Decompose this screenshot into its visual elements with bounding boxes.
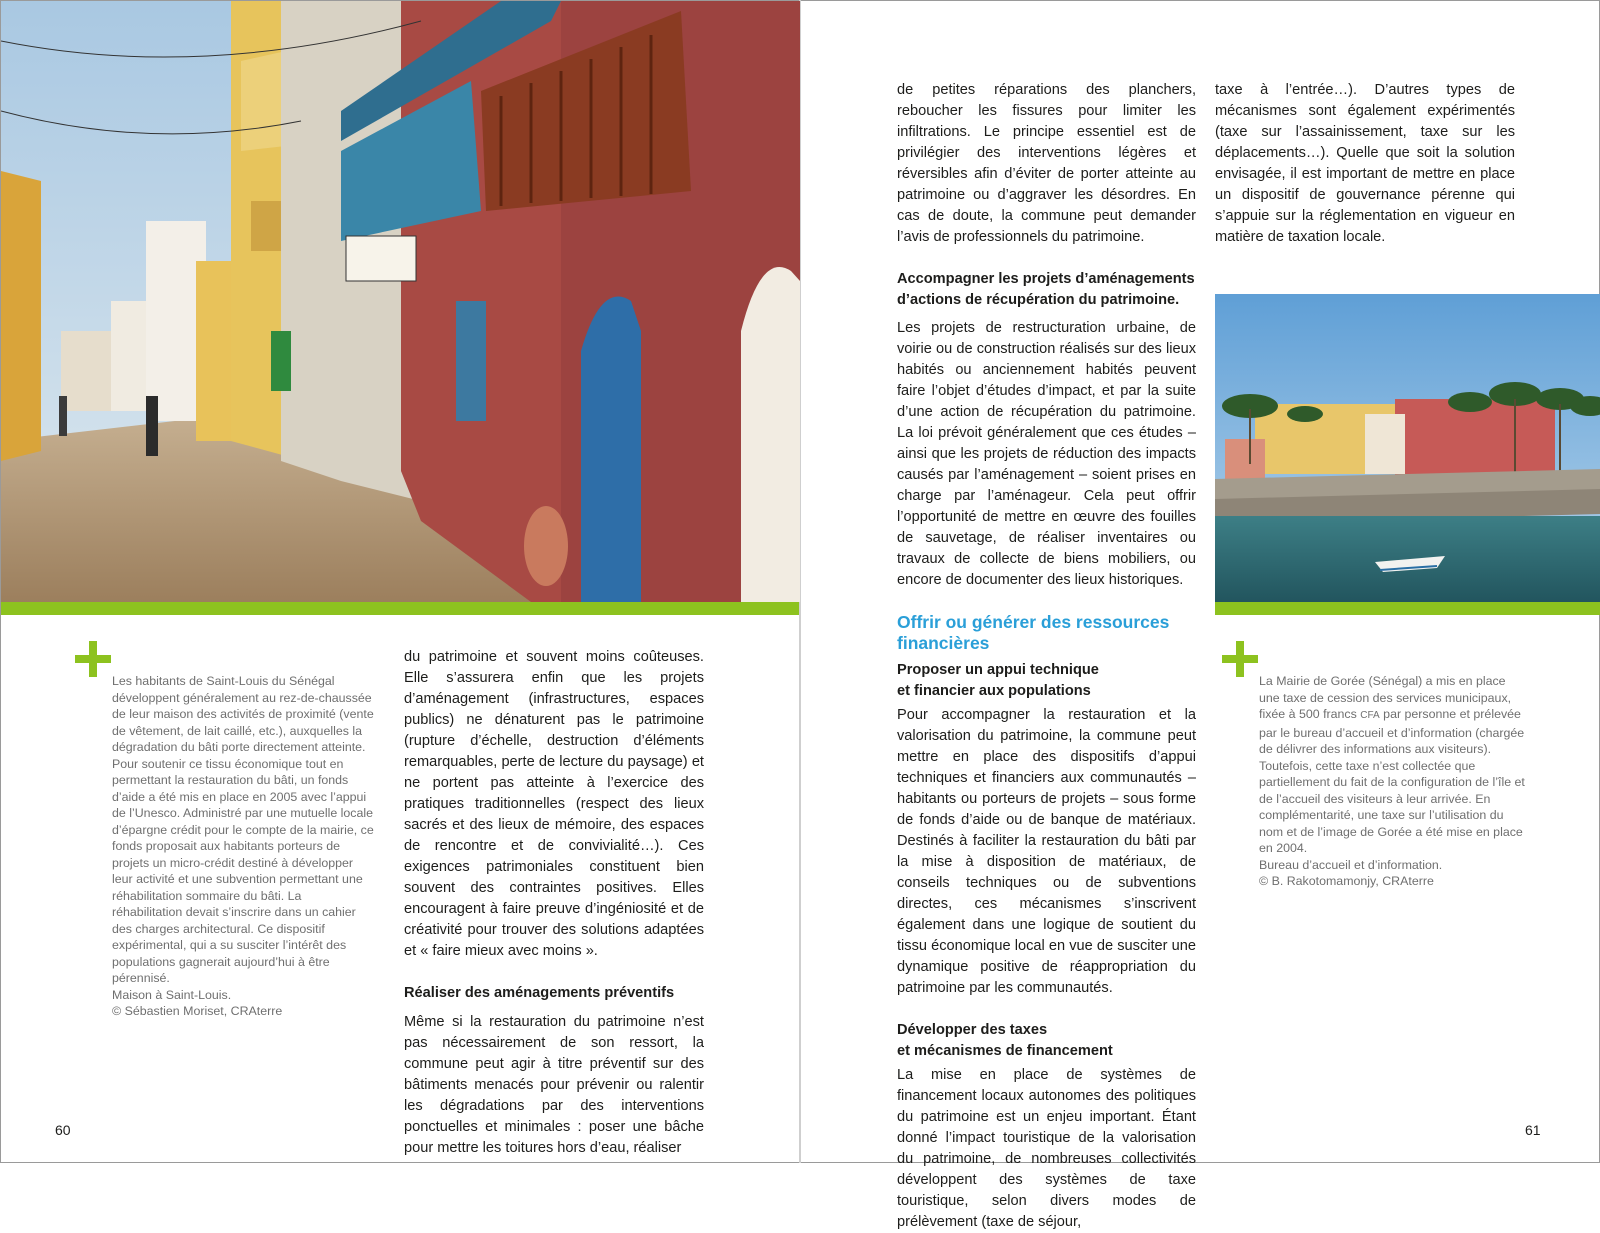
page-number-right: 61 <box>1525 1122 1541 1138</box>
left-photo-green-bar <box>1 602 799 615</box>
street-photo <box>1 1 800 602</box>
right-text-column-1 <box>897 80 1196 1233</box>
caption-photo-title: Maison à Saint-Louis. <box>112 987 232 1002</box>
body-paragraph: La mise en place de systèmes de financement locaux autonomes des politiques du patrimoine est un enjeu important. Étant donné l’impact touristique de la valorisation du patrimoine, de nombreuses collectivités développent des systèmes de taxe touristique, selon divers modes de prélèvement (taxe de séjour, <box>897 1067 1196 1230</box>
body-paragraph: Pour accompagner la restauration et la valorisation du patrimoine, la commune peut mettre en place des dispositifs d’appui techniques et financiers aux communautés – habitants ou porteurs de projets – sous forme de fonds d’aide ou de banque de matériaux. Destinés à faciliter la restauration du bâti par la mise à disposition de matériaux, de conseils techniques ou de subventions directes, ces mécanismes s’inscrivent également dans une logique de soutient du tissu économique local en vue de susciter une dynamique positive de réappropriation du patrimoine par les communautés. <box>897 707 1196 996</box>
right-photo-green-bar <box>1215 602 1600 615</box>
photo-caption-right <box>1259 673 1529 890</box>
body-paragraph: du patrimoine et souvent moins coûteuses. Elle s’assurera enfin que les projets d’aménagement (infrastructures, espaces publics) ne dénaturent pas le patrimoine (rupture d’échelle, destruction d’éléments remarquables, perte de lecture du paysage) et ne portent pas atteinte à l’exercice des pratiques traditionnelles (respect des lieux sacrés et des lieux de mémoire, des espaces de rencontre et de convivialité…). Ces exigences patrimoniales constituent bien souvent des contraintes positives. Elles encouragent à faire preuve d’ingéniosité et de créativité pour trouver des solutions adaptées et « faire mieux avec moins ». <box>404 649 704 959</box>
subheading: et mécanismes de financement <box>897 1042 1113 1059</box>
caption-credit: © Sébastien Moriset, CRAterre <box>112 1004 283 1018</box>
caption-text <box>1259 673 1529 857</box>
caption-photo-title: Bureau d’accueil et d’information. <box>1259 857 1443 872</box>
body-paragraph: taxe à l’entrée…). D’autres types de mécanismes sont également expérimentés (taxe sur l’assainissement, taxe sur les déplacements…). Quelle que soit la solution envisagée, il est important de mettre en place un dispositif de gouvernance pérenne qui s’appuie sur la réglementation en vigueur en matière de taxation locale. <box>1215 82 1515 245</box>
subheading: Accompagner les projets d’aménagements d’actions de récupération du patrimoine. <box>897 271 1195 308</box>
goree-harbour-photo <box>1215 294 1600 602</box>
subheading: Proposer un appui technique <box>897 662 1099 678</box>
left-text-column <box>404 647 704 1159</box>
currency-abbr: CFA <box>1360 710 1380 721</box>
plus-icon <box>75 641 111 677</box>
section-title: Offrir ou générer des ressources financières <box>897 612 1170 653</box>
body-paragraph: Les projets de restructuration urbaine, de voirie ou de construction réalisés sur des lieux habités ou anciennement habités peuvent faire l’objet d’études d’impact, et par la suite d’une action de récupération du patrimoine. La loi prévoit généralement que ces études – ainsi que les projets de réduction des impacts causés par l’aménagement – soient prises en charge par l’aménageur. Cela peut offrir l’opportunité de mettre en œuvre des fouilles de sauvetage, de réaliser inventaires ou travaux de collecte de biens mobiliers, ou encore de documenter des lieux historiques. <box>897 320 1196 588</box>
subheading: et financier aux populations <box>897 682 1091 699</box>
page-number-left: 60 <box>55 1122 71 1138</box>
caption-text-part: La Mairie de Gorée (Sénégal) a mis en place une taxe de cession des services municipaux, fixée à 500 francs <box>1259 674 1512 721</box>
body-paragraph: de petites réparations des planchers, reboucher les fissures pour limiter les infiltrations. Le principe essentiel est de privilégier des interventions légères et réversibles afin d’éviter de porter atteinte au patrimoine ou d’aggraver les désordres. En cas de doute, la commune peut demander l’avis de professionnels du patrimoine. <box>897 82 1196 245</box>
caption-credit: © B. Rakotomamonjy, CRAterre <box>1259 874 1434 888</box>
plus-icon <box>1222 641 1258 677</box>
caption-text-part: par personne et prélevée par le bureau d’accueil et d’information (chargée de délivrer des informations aux visiteurs). Toutefois, cette taxe n’est collectée que partiellement du fait de la configuration de l’île et de l’accueil des visiteurs à leur arrivée. En complémentarité, une taxe sur l’utilisation du nom et de l’image de Gorée a été mise en place en 2004. <box>1259 707 1525 855</box>
photo-caption-left <box>112 673 375 1020</box>
right-text-column-2 <box>1215 80 1515 248</box>
caption-text: Les habitants de Saint-Louis du Sénégal développent généralement au rez-de-chaussée de leur maison des activités de proximité (vente de vêtement, de lait caillé, etc.), auxquelles la dégradation du bâti porte directement atteinte. Pour soutenir ce tissu économique tout en permettant la restauration du bâti, un fonds d’aide a été mis en place en 2005 avec l’appui de l’Unesco. Administré par une mutuelle locale d’épargne crédit pour le compte de la mairie, ce fonds proposait aux habitants porteurs de projets un micro-crédit destiné à développer leur activité et une subvention permettant une réhabilitation sommaire du bâti. La réhabilitation devait s’inscrire dans un cahier des charges architectural. Ce dispositif expérimental, qui a su susciter l’intérêt des populations gagnerait aujourd’hui à être pérennisé. <box>112 674 374 985</box>
body-paragraph: Même si la restauration du patrimoine n’est pas nécessairement de son ressort, la commune peut agir à titre préventif sur des bâtiments menacés pour prévenir ou ralentir les dégradations par des interventions ponctuelles et minimales : poser une bâche pour mettre les toitures hors d’eau, réaliser <box>404 1013 704 1156</box>
subheading: Réaliser des aménagements préventifs <box>404 985 675 1001</box>
subheading: Développer des taxes <box>897 1022 1048 1038</box>
